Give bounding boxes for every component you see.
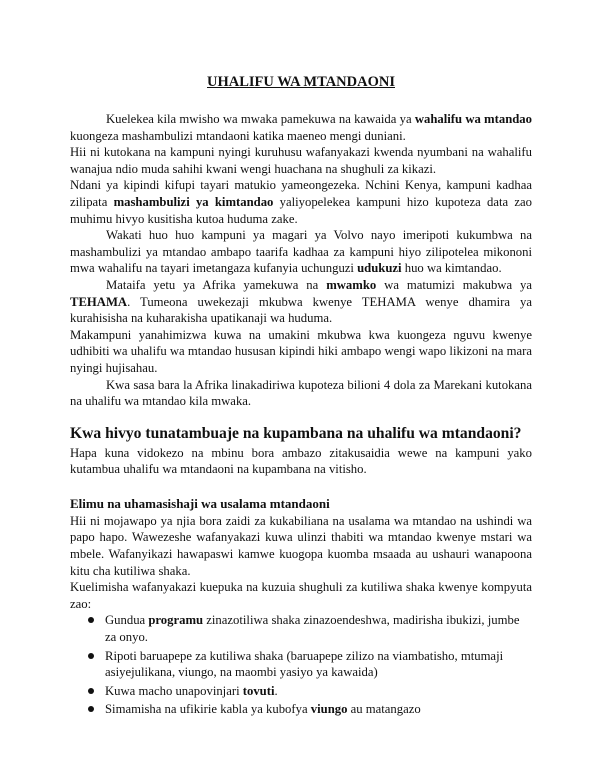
paragraph-7: Kwa sasa bara la Afrika linakadiriwa kupoteza bilioni 4 dola za Marekani kutokana na uhalifu wa mtandao kila mwaka.: [70, 377, 532, 409]
paragraph-4: [70, 227, 532, 277]
text: Ripoti baruapepe za kutiliwa shaka (baruapepe zilizo na viambatisho, mtumaji asiyejulikana, viungo, na maombi yasiyo ya kawaida): [105, 648, 504, 680]
list-item: [88, 648, 532, 681]
bold-term: mwamko: [326, 277, 377, 292]
bullet-icon: [88, 688, 94, 694]
bold-term: udukuzi: [357, 261, 402, 276]
subsection-heading: Elimu na uhamasishaji wa usalama mtandaoni: [70, 495, 330, 511]
document-title: UHALIFU WA MTANDAONI: [207, 74, 395, 90]
text: Mataifa yetu ya Afrika yamekuwa na: [106, 277, 327, 292]
text: yaliyopelekea kampuni hizo kupoteza data zao muhimu hivyo kusitisha kutoa huduma zake.: [70, 194, 533, 226]
paragraph-2: Hii ni kutokana na kampuni nyingi kuruhusu wafanyakazi kwenda nyumbani na wahalifu wanajua ndio muda sahihi kwani wengi huachana na shughuli za kikazi.: [70, 145, 532, 176]
section-heading: Kwa hivyo tunatambuaje na kupambana na uhalifu wa mtandaoni?: [70, 424, 522, 442]
bullet-icon: [88, 653, 94, 659]
bold-term: tovuti: [242, 683, 275, 698]
paragraph-5: [70, 277, 532, 327]
bold-term: mashambulizi ya kimtandao: [113, 194, 274, 209]
text: Simamisha na ufikirie kabla ya kubofya: [105, 702, 311, 717]
list-item: [88, 683, 532, 700]
text: Kuelekea kila mwisho wa mwaka pamekuwa na kawaida ya: [106, 112, 415, 126]
paragraph-1: [70, 111, 532, 144]
bold-term: TEHAMA: [70, 294, 128, 309]
list-item: [88, 612, 532, 645]
text: Gundua: [105, 613, 149, 628]
paragraph-6: Makampuni yanahimizwa kuwa na umakini mkubwa kwa kuongeza nguvu kwenye udhibiti wa uhalifu wa mtandao hususan kipindi hiki ambapo wengi wapo likizoni na mara nyingi hujisahau.: [70, 327, 532, 375]
text: wa matumizi makubwa ya: [376, 277, 532, 292]
text: Kuwa macho unapovinjari: [105, 683, 243, 698]
text: .: [274, 683, 278, 698]
tips-list: [70, 612, 532, 718]
list-item: [88, 701, 532, 718]
text: zinazotiliwa shaka zinazoendeshwa, madirisha ibukizi, jumbe za onyo.: [105, 613, 520, 645]
paragraph-8: Hapa kuna vidokezo na mbinu bora ambazo zitakusaidia wewe na kampuni yako kutambua uhalifu wa mtandaoni na kupambana na vitisho.: [70, 445, 532, 477]
bullet-icon: [88, 706, 94, 712]
paragraph-10: Kuelimisha wafanyakazi kuepuka na kuzuia shughuli za kutiliwa shaka kwenye kompyuta zao:: [70, 580, 532, 611]
bold-term: programu: [148, 613, 204, 628]
bullet-icon: [88, 617, 94, 623]
bold-term: wahalifu wa mtandao: [414, 112, 532, 126]
text: Wakati huo huo kampuni ya magari ya Volvo nayo imeripoti kukumbwa na mashambulizi ya mtandao ambapo taarifa kadhaa za kampuni hiyo zilipotelea mikononi mwa wahalifu na tayari imetangaza kufanyia uchunguzi: [70, 228, 532, 276]
text: huo wa kimtandao.: [401, 261, 502, 276]
text: kuongeza mashambulizi mtandaoni katika maeneo mengi duniani.: [70, 128, 406, 143]
paragraph-9: Hii ni mojawapo ya njia bora zaidi za kukabiliana na usalama wa mtandao na ushindi wa papo hapo. Wawezeshe wafanyakazi kuwa ulinzi thabiti wa mtandao kwenye mstari wa mbele. Wafanyikazi hawapaswi kamwe kuogopa kuomba msaada au ushauri wanapoona kitu cha kutiliwa shaka.: [70, 513, 532, 578]
text: . Tumeona uwekezaji mkubwa kwenye TEHAMA wenye dhamira ya kurahisisha na kuharakisha upatikanaji wa huduma.: [70, 294, 532, 326]
bold-term: viungo: [310, 702, 348, 717]
paragraph-3: [70, 177, 532, 227]
text: au matangazo: [347, 702, 421, 717]
text: Ndani ya kipindi kifupi tayari matukio yameongezeka. Nchini Kenya, kampuni kadhaa zilipata: [70, 178, 532, 209]
